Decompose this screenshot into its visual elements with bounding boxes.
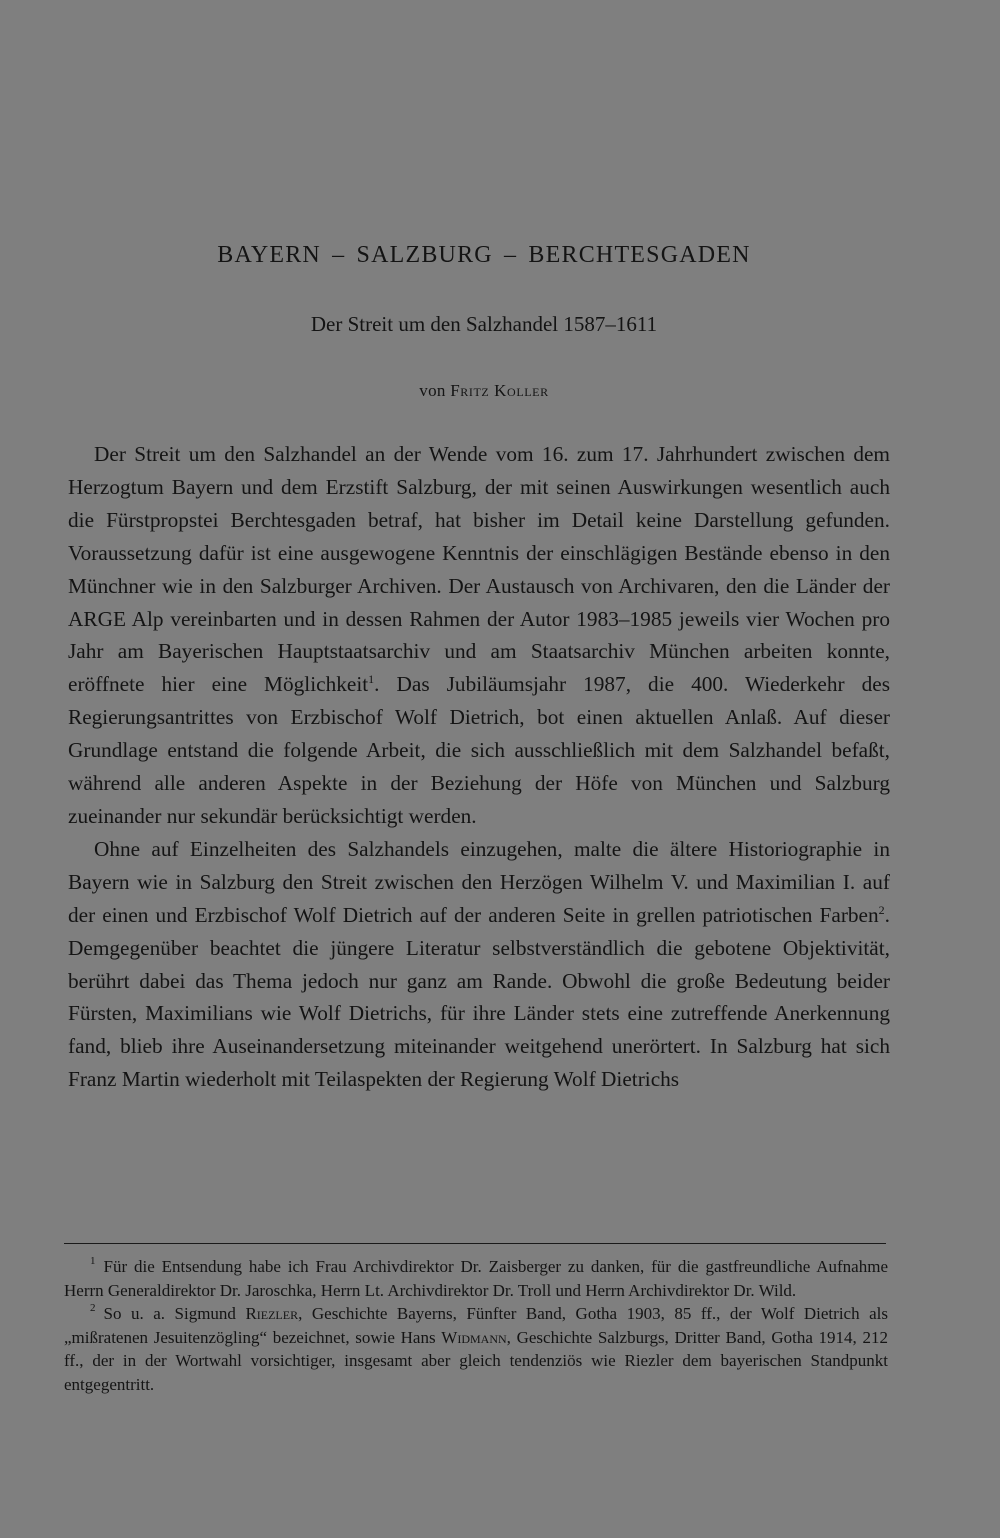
article-subtitle: Der Streit um den Salzhandel 1587–1611 bbox=[310, 312, 658, 336]
footnote-2-author-2: Widmann bbox=[441, 1327, 507, 1347]
author-prefix: von bbox=[419, 381, 451, 400]
footnote-2-text-a: So u. a. Sigmund bbox=[103, 1304, 246, 1324]
footnote-1 bbox=[64, 1255, 888, 1302]
footnote-2-text-c: , Geschichte Salzburgs, Dritter Band, Gotha 1914, 212 ff., der in der Wortwahl vorsichtiger, insgesamt aber gleich tendenziös wie Riezler dem bayerischen Standpunkt entgegentritt. bbox=[64, 1327, 888, 1394]
footnote-2-mark: 2 bbox=[90, 1302, 96, 1315]
footnote-1-mark: 1 bbox=[90, 1255, 96, 1267]
footnote-2-author-1: Riezler bbox=[245, 1304, 299, 1324]
paragraph-1-text-a: Der Streit um den Salzhandel an der Wende vom 16. zum 17. Jahrhundert zwischen dem Herzogtum Bayern und dem Erzstift Salzburg, der mit seinen Auswirkungen wesentlich auch die Fürstpropstei Berchtesgaden betraf, hat bisher im Detail keine Darstellung gefunden. Voraussetzung dafür ist eine ausgewogene Kenntnis der einschlägigen Bestände ebenso in den Münchner wie in den Salzburger Archiven. Der Austausch von Archivaren, den die Länder der ARGE Alp vereinbarten und in dessen Rahmen der Autor 1983–1985 jeweils vier Wochen pro Jahr am Bayerischen Hauptstaatsarchiv und am Staatsarchiv München arbeiten konnte, eröffnete hier eine Möglichkeit bbox=[68, 442, 890, 697]
article-title: BAYERN – SALZBURG – BERCHTESGADEN bbox=[217, 242, 751, 268]
footnote-ref-2[interactable]: 2 bbox=[878, 902, 885, 917]
body-text bbox=[68, 438, 890, 1096]
paragraph-2 bbox=[68, 833, 890, 1096]
footnote-2-text-b: , Geschichte Bayerns, Fünfter Band, Gotha 1903, 85 ff., der Wolf Dietrich als „mißratenen Jesuitenzögling“ bezeichnet, sowie Hans bbox=[64, 1304, 888, 1347]
footnotes bbox=[64, 1255, 888, 1397]
footnote-ref-1[interactable]: 1 bbox=[368, 672, 375, 687]
paragraph-1 bbox=[68, 438, 890, 833]
footnote-divider bbox=[64, 1243, 886, 1244]
paragraph-2-text-b: . Demgegenüber beachtet die jüngere Literatur selbstverständlich die gebotene Objektivität, berührt dabei das Thema jedoch nur ganz am Rande. Obwohl die große Bedeutung beider Fürsten, Maximilians wie Wolf Dietrichs, für ihre Länder stets eine zutreffende Anerkennung fand, blieb ihre Auseinandersetzung miteinander weitgehend unerörtert. In Salzburg hat sich Franz Martin wiederholt mit Teilaspekten der Regierung Wolf Dietrichs bbox=[68, 902, 890, 1092]
article-author bbox=[0, 381, 968, 401]
author-name: Fritz Koller bbox=[450, 381, 549, 400]
paragraph-1-text-b: . Das Jubiläumsjahr 1987, die 400. Wiederkehr des Regierungsantrittes von Erzbischof Wolf Dietrich, bot einen aktuellen Anlaß. Auf dieser Grundlage entstand die folgende Arbeit, die sich ausschließlich mit dem Salzhandel befaßt, während alle anderen Aspekte in der Beziehung der Höfe von München und Salzburg zueinander nur sekundär berücksichtigt werden. bbox=[68, 672, 890, 828]
paragraph-2-text-a: Ohne auf Einzelheiten des Salzhandels einzugehen, malte die ältere Historiographie in Bayern wie in Salzburg den Streit zwischen den Herzögen Wilhelm V. und Maximilian I. auf der einen und Erzbischof Wolf Dietrich auf der anderen Seite in grellen patriotischen Farben bbox=[68, 836, 890, 927]
footnote-1-text: Für die Entsendung habe ich Frau Archivdirektor Dr. Zaisberger zu danken, für die gastfreundliche Aufnahme Herrn Generaldirektor Dr. Jaroschka, Herrn Lt. Archivdirektor Dr. Troll und Herrn Archivdirektor Dr. Wild. bbox=[64, 1257, 888, 1300]
footnote-2 bbox=[64, 1302, 888, 1396]
